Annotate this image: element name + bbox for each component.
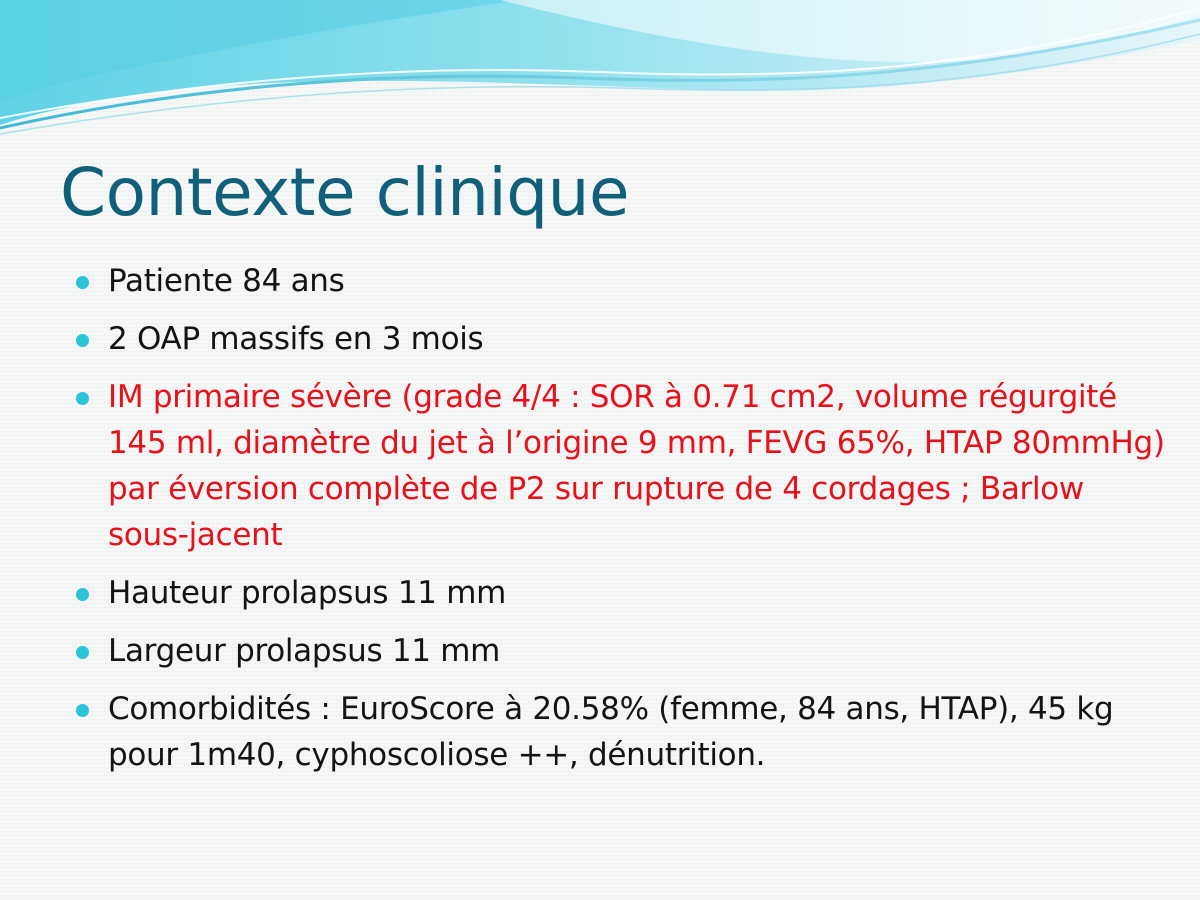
bullet-item [76,686,1166,778]
bullet-item-highlighted [76,374,1166,558]
header-wave-decoration [0,0,1200,140]
bullet-dot-icon [76,646,89,659]
bullet-list [76,258,1166,790]
bullet-text: Hauteur prolapsus 11 mm [108,575,507,611]
bullet-dot-icon [76,392,89,405]
bullet-dot-icon [76,334,89,347]
bullet-text: Comorbidités : EuroScore à 20.58% (femme, 84 ans, HTAP), 45 kg pour 1m40, cyphoscoliose ++, dénutrition. [108,691,1114,773]
bullet-dot-icon [76,588,89,601]
bullet-item [76,316,1166,362]
slide-title: Contexte clinique [60,154,630,231]
bullet-text: 2 OAP massifs en 3 mois [108,321,484,357]
bullet-text: IM primaire sévère (grade 4/4 : SOR à 0.71 cm2, volume régurgité 145 ml, diamètre du jet à l’origine 9 mm, FEVG 65%, HTAP 80mmHg) par éversion complète de P2 sur rupture de 4 cordages ; Barlow sous-jacent [108,379,1165,553]
bullet-dot-icon [76,704,89,717]
bullet-item [76,258,1166,304]
bullet-text: Largeur prolapsus 11 mm [108,633,501,669]
bullet-item [76,570,1166,616]
bullet-item [76,628,1166,674]
bullet-text: Patiente 84 ans [108,263,345,299]
bullet-dot-icon [76,276,89,289]
